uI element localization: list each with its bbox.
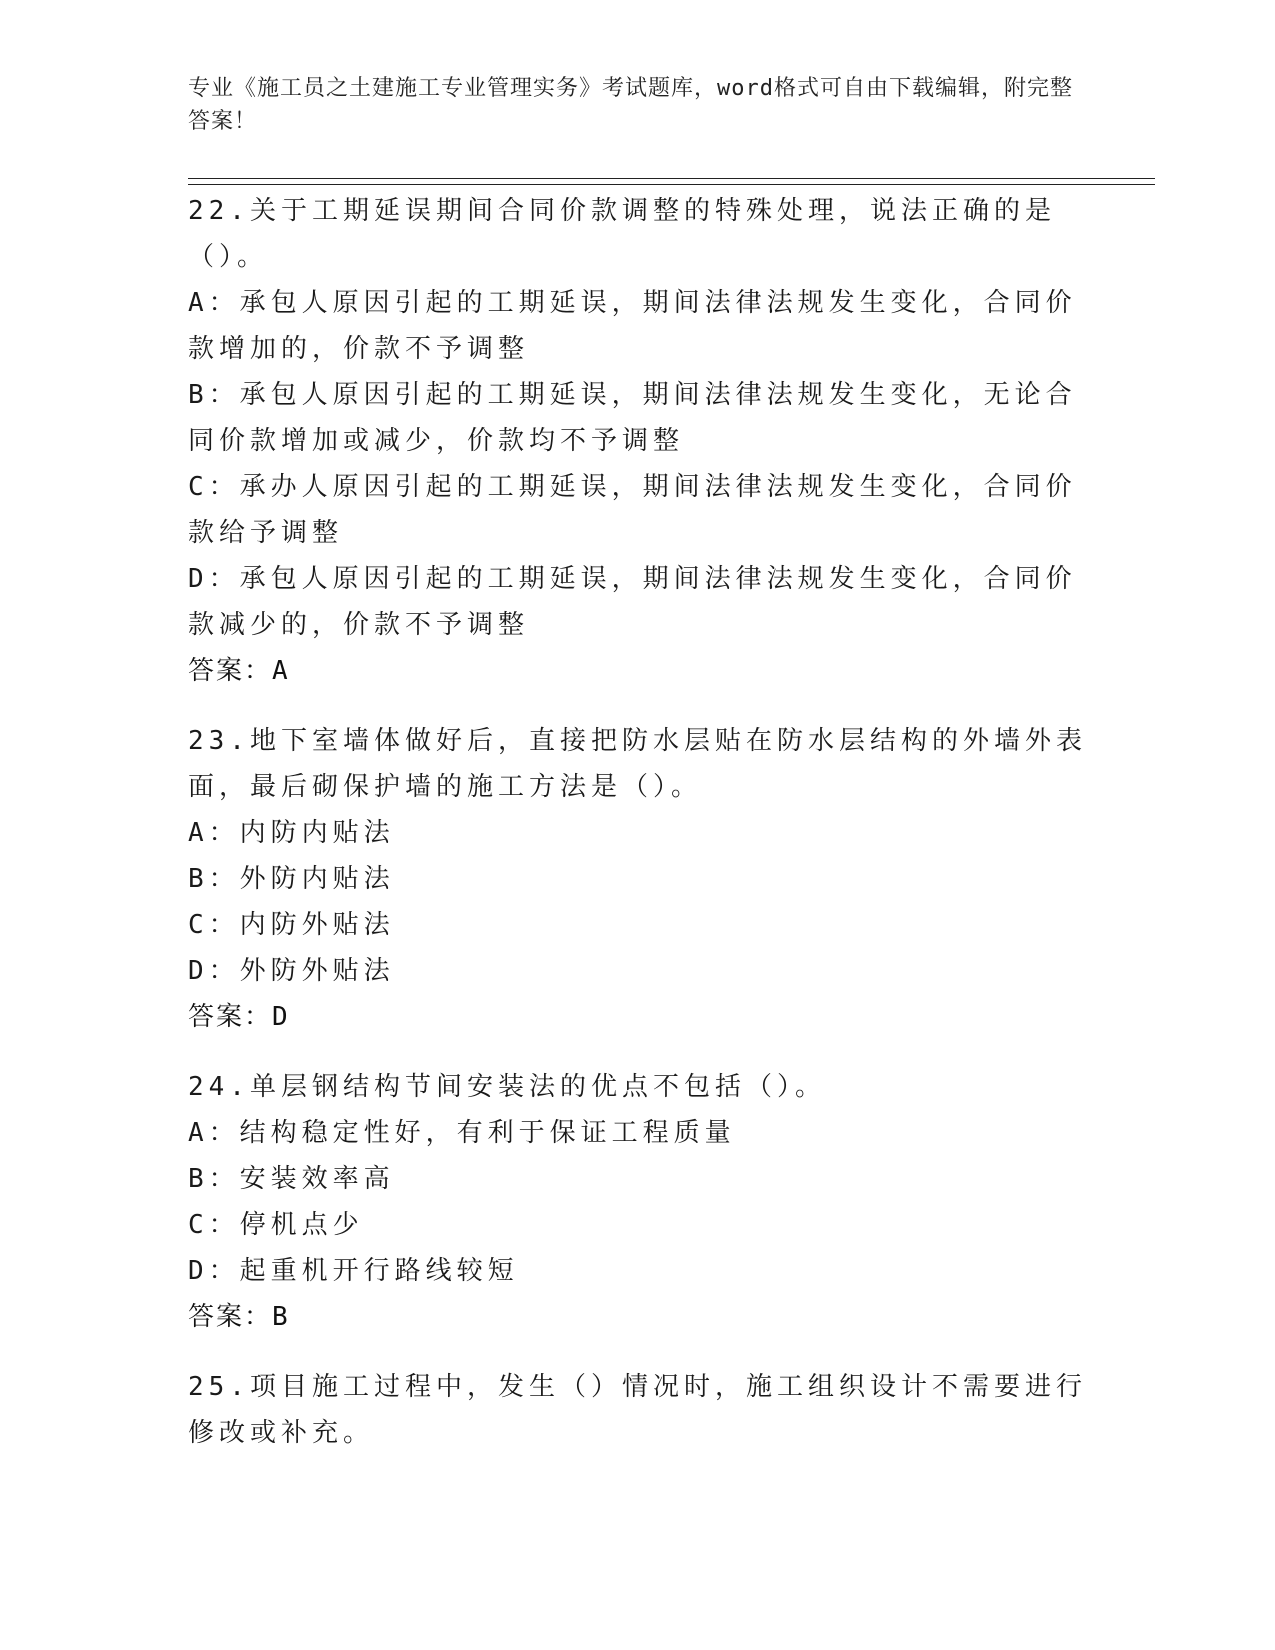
question-stem: 24.单层钢结构节间安装法的优点不包括（）。 (188, 1072, 826, 1102)
question-list (188, 188, 1088, 1480)
option-a: A：结构稳定性好，有利于保证工程质量 (188, 1118, 736, 1148)
answer-label: 答案： (188, 656, 273, 686)
option-c: C：承办人原因引起的工期延误，期间法律法规发生变化，合同价款给予调整 (188, 472, 1077, 548)
option-d: D：起重机开行路线较短 (188, 1256, 519, 1286)
answer-line (188, 648, 1088, 694)
option-c: C：停机点少 (188, 1210, 364, 1240)
option-b: B：外防内贴法 (188, 864, 395, 894)
option-a: A：内防内贴法 (188, 818, 395, 848)
question-22 (188, 188, 1088, 694)
answer-label: 答案： (188, 1002, 273, 1032)
question-stem: 25.项目施工过程中，发生（）情况时，施工组织设计不需要进行修改或补充。 (188, 1372, 1087, 1448)
document-header: 专业《施工员之土建施工专业管理实务》考试题库，word格式可自由下载编辑，附完整答案！ (188, 76, 1073, 134)
answer-value: B (272, 1302, 290, 1332)
option-c: C：内防外贴法 (188, 910, 395, 940)
header-double-rule (188, 178, 1155, 185)
answer-line (188, 1294, 1088, 1340)
answer-value: A (272, 656, 290, 686)
option-d: D：承包人原因引起的工期延误，期间法律法规发生变化，合同价款减少的，价款不予调整 (188, 564, 1077, 640)
option-a: A：承包人原因引起的工期延误，期间法律法规发生变化，合同价款增加的，价款不予调整 (188, 288, 1077, 364)
answer-line (188, 994, 1088, 1040)
question-24 (188, 1064, 1088, 1340)
question-stem: 22.关于工期延误期间合同价款调整的特殊处理，说法正确的是（）。 (188, 196, 1056, 272)
answer-value: D (272, 1002, 290, 1032)
option-d: D：外防外贴法 (188, 956, 395, 986)
question-25 (188, 1364, 1088, 1456)
option-b: B：承包人原因引起的工期延误，期间法律法规发生变化，无论合同价款增加或减少，价款均不予调整 (188, 380, 1077, 456)
question-stem: 23.地下室墙体做好后，直接把防水层贴在防水层结构的外墙外表面，最后砌保护墙的施工方法是（）。 (188, 726, 1087, 802)
option-b: B：安装效率高 (188, 1164, 395, 1194)
question-23 (188, 718, 1088, 1040)
answer-label: 答案： (188, 1302, 273, 1332)
